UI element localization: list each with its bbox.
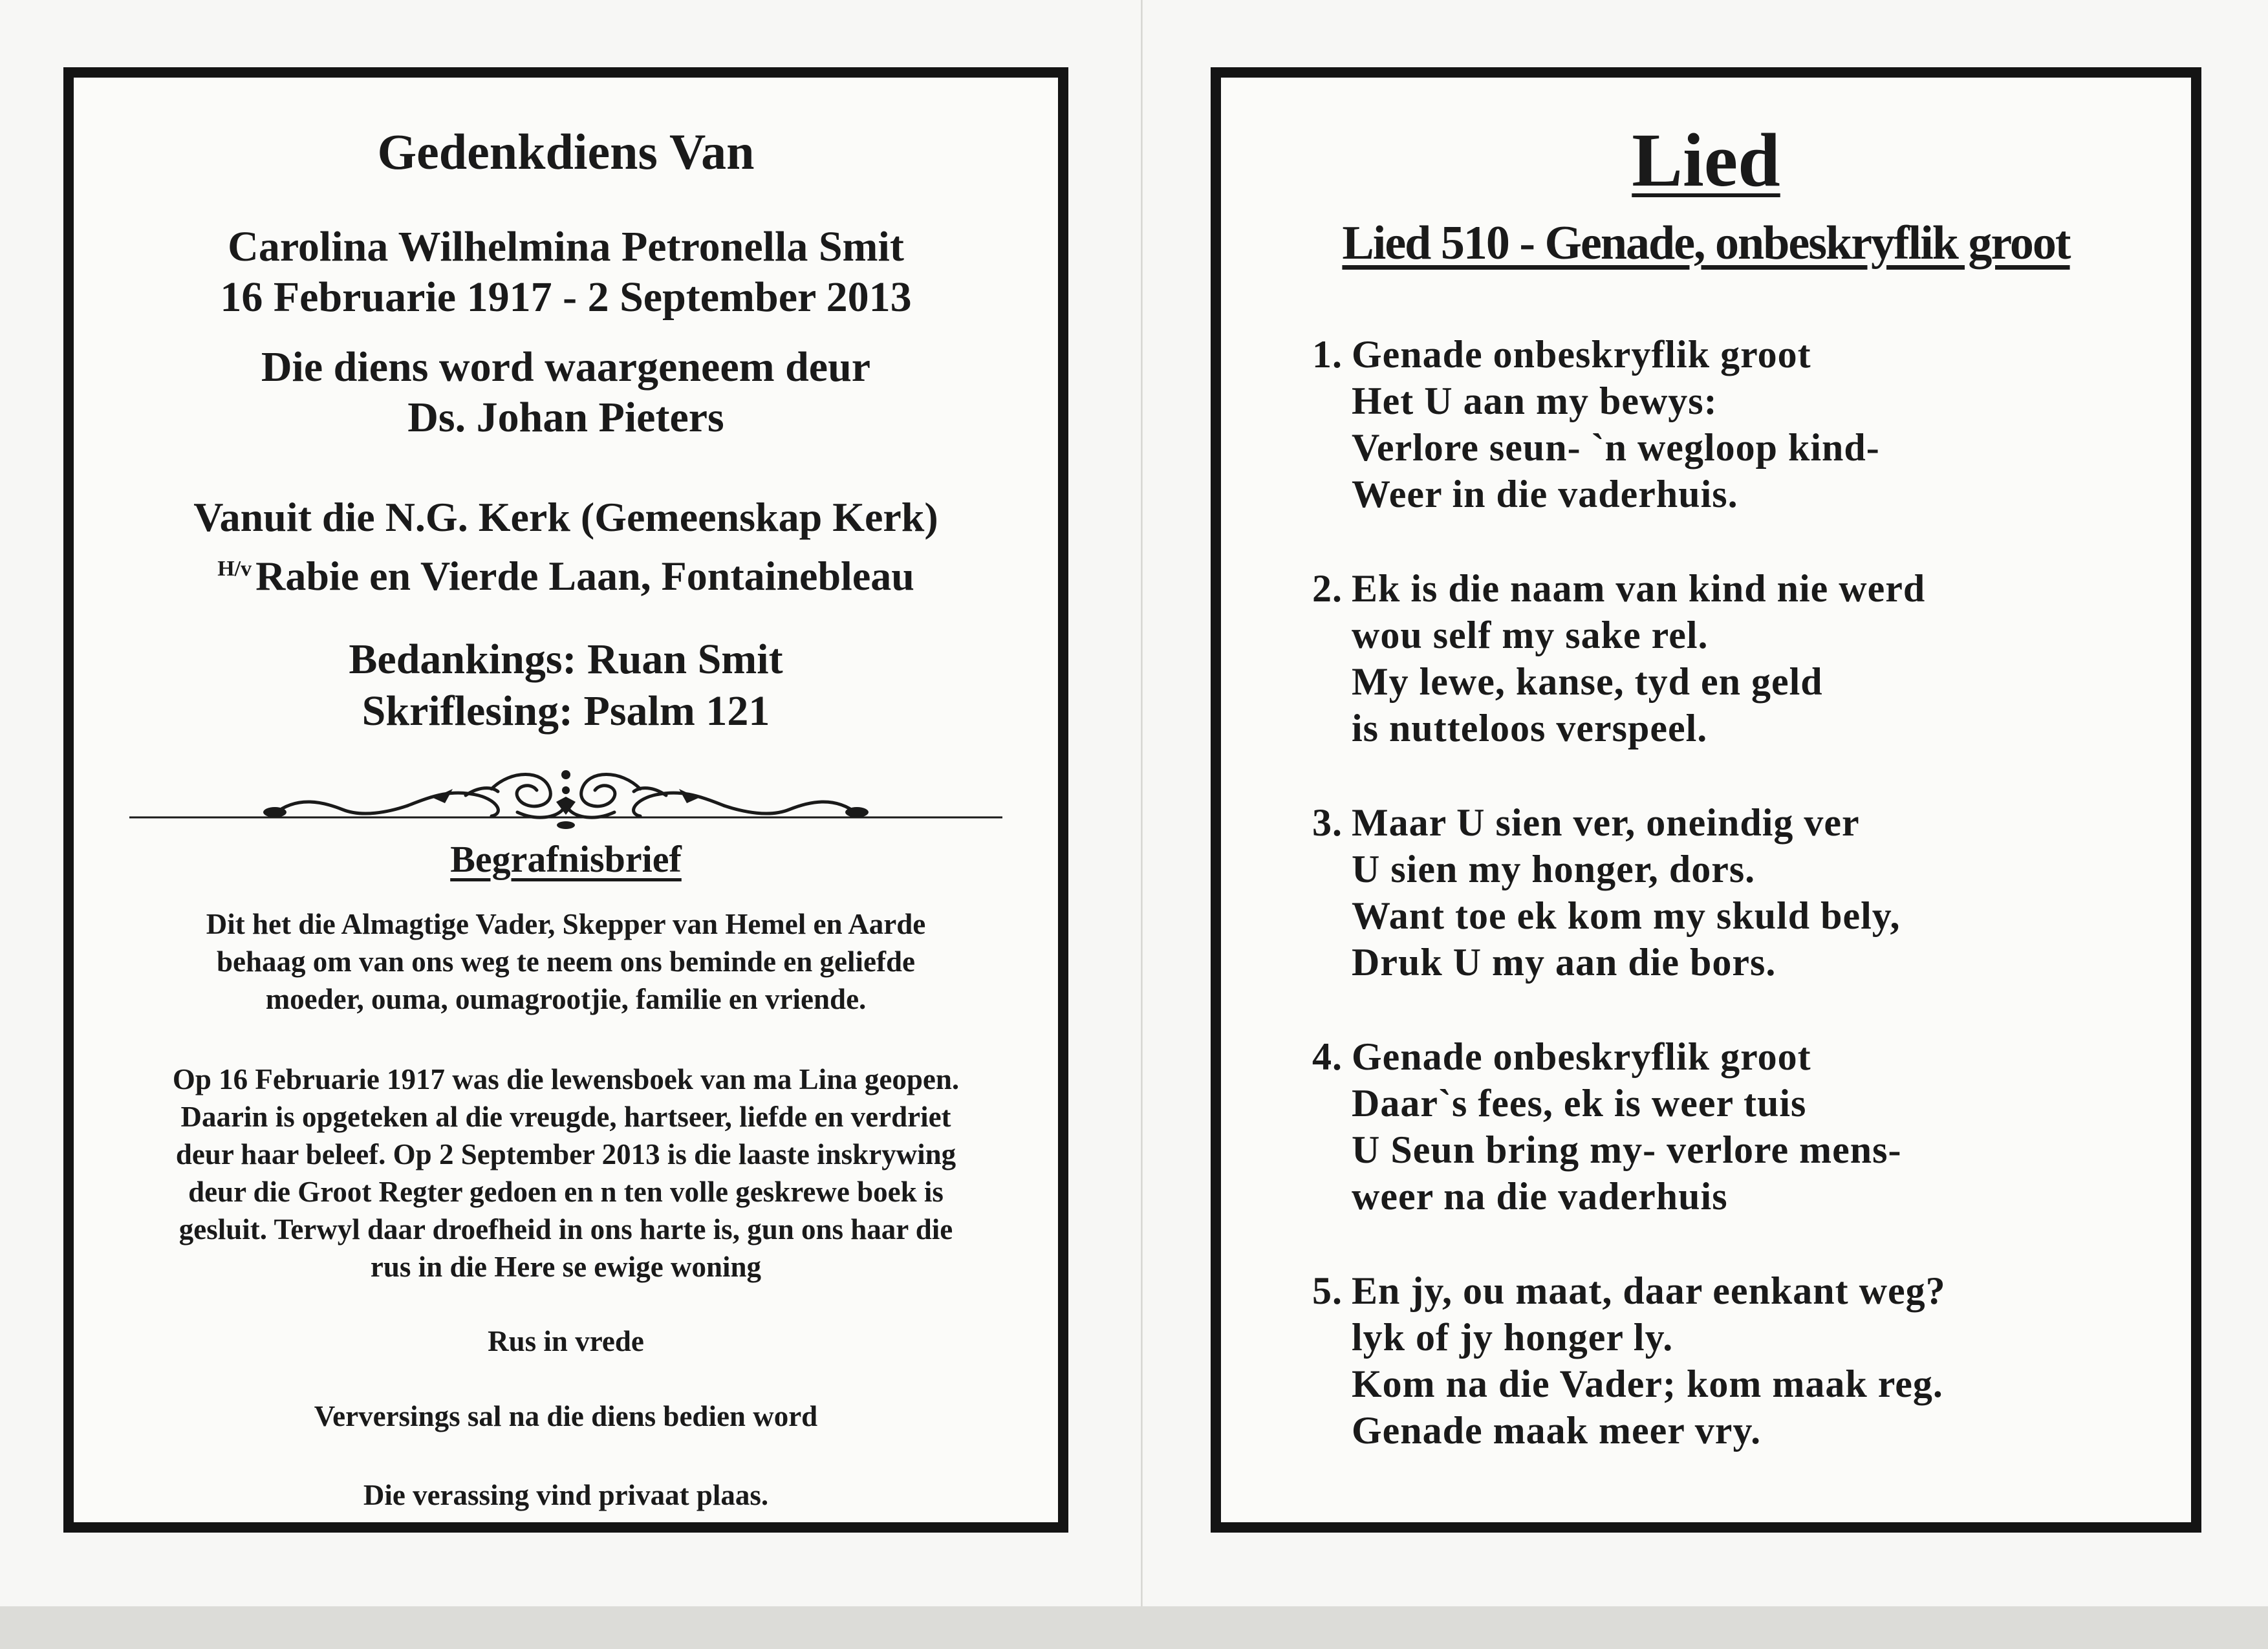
verse	[1296, 331, 1880, 517]
verse-line: Genade onbeskryflik groot	[1352, 1035, 1811, 1078]
paragraph-line: behaag om van ons weg te neem ons beminde en geliefde	[217, 945, 915, 978]
verse-line: Genade onbeskryflik groot	[1352, 333, 1811, 376]
paragraph-line: Dit het die Almagtige Vader, Skepper van Hemel en Aarde	[206, 908, 926, 940]
verse-line: is nutteloos verspeel.	[1352, 707, 1708, 749]
verse-number: 2.	[1312, 567, 1343, 610]
paragraph-line: deur haar beleef. Op 2 September 2013 is die laaste inskrywing	[175, 1138, 956, 1170]
verse-line: Weer in die vaderhuis.	[1352, 473, 1738, 515]
letter-heading: Begrafnisbrief	[450, 838, 682, 880]
officiant-name: Ds. Johan Pieters	[407, 394, 724, 441]
venue: Vanuit die N.G. Kerk (Gemeenskap Kerk)	[193, 494, 938, 540]
verse-line: weer na die vaderhuis	[1352, 1175, 1728, 1218]
flourish-divider-icon	[129, 750, 1002, 841]
verse-line: Druk U my aan die bors.	[1352, 941, 1777, 984]
life-dates: 16 Februarie 1917 - 2 September 2013	[220, 274, 912, 321]
paragraph-line: moeder, ouma, oumagrootjie, familie en vriende.	[265, 983, 867, 1015]
address-text: Rabie en Vierde Laan, Fontainebleau	[255, 553, 914, 599]
verse-line: lyk of jy honger ly.	[1352, 1316, 1674, 1359]
verse	[1296, 565, 1925, 751]
verse-number: 5.	[1312, 1269, 1343, 1312]
verse-line: Want toe ek kom my skuld bely,	[1352, 894, 1901, 937]
officiant-intro: Die diens word waargeneem deur	[261, 343, 871, 391]
thanks: Bedankings: Ruan Smit	[349, 636, 783, 683]
verse-line: Genade maak meer vry.	[1352, 1409, 1762, 1452]
burial-note: Die verassing vind privaat plaas.	[363, 1479, 769, 1511]
paragraph-line: Op 16 Februarie 1917 was die lewensboek van ma Lina geopen.	[172, 1063, 960, 1095]
scripture-reading: Skriflesing: Psalm 121	[362, 687, 770, 735]
verse-line: En jy, ou maat, daar eenkant weg?	[1352, 1269, 1946, 1312]
address-prefix: H/v	[217, 557, 252, 581]
refreshments-note: Verversings sal na die diens bedien word	[314, 1400, 818, 1432]
verse-line: U sien my honger, dors.	[1352, 848, 1756, 890]
announcement-paragraph	[100, 905, 1032, 1018]
verse-line: Het U aan my bewys:	[1352, 380, 1718, 422]
verse-line: Verlore seun- `n wegloop kind-	[1352, 426, 1880, 469]
verse	[1296, 1267, 1946, 1454]
rest-in-peace: Rus in vrede	[488, 1325, 644, 1357]
scan-edge	[0, 1606, 2268, 1649]
hymn-subtitle: Lied 510 - Genade, onbeskryflik groot	[1342, 217, 2070, 270]
page-fold	[1141, 0, 1143, 1649]
venue-address	[74, 543, 1058, 602]
verse-line: U Seun bring my- verlore mens-	[1352, 1128, 1902, 1171]
verse-line: wou self my sake rel.	[1352, 614, 1709, 656]
paragraph-line: Daarin is opgeteken al die vreugde, hartseer, liefde en verdriet	[180, 1101, 951, 1133]
life-book-paragraph	[100, 1061, 1032, 1286]
verse-number: 3.	[1312, 801, 1343, 844]
verse-line: Daar`s fees, ek is weer tuis	[1352, 1082, 1807, 1125]
verse-line: Maar U sien ver, oneindig ver	[1352, 801, 1860, 844]
paragraph-line: gesluit. Terwyl daar droefheid in ons harte is, gun ons haar die	[178, 1213, 953, 1245]
verse-line: Ek is die naam van kind nie werd	[1352, 567, 1926, 610]
verse-number: 1.	[1312, 333, 1343, 376]
verse	[1296, 799, 1900, 986]
verse-line: My lewe, kanse, tyd en geld	[1352, 660, 1823, 703]
verse	[1296, 1033, 1902, 1220]
paragraph-line: deur die Groot Regter gedoen en n ten volle geskrewe boek is	[188, 1176, 944, 1208]
memorial-panel	[63, 67, 1068, 1533]
memorial-title: Gedenkdiens Van	[377, 124, 755, 180]
hymn-title: Lied	[1632, 118, 1780, 202]
paragraph-line: rus in die Here se ewige woning	[370, 1251, 762, 1283]
verse-line: Kom na die Vader; kom maak reg.	[1352, 1363, 1943, 1405]
hymn-panel	[1211, 67, 2201, 1533]
deceased-name: Carolina Wilhelmina Petronella Smit	[228, 223, 904, 270]
verse-number: 4.	[1312, 1035, 1343, 1078]
